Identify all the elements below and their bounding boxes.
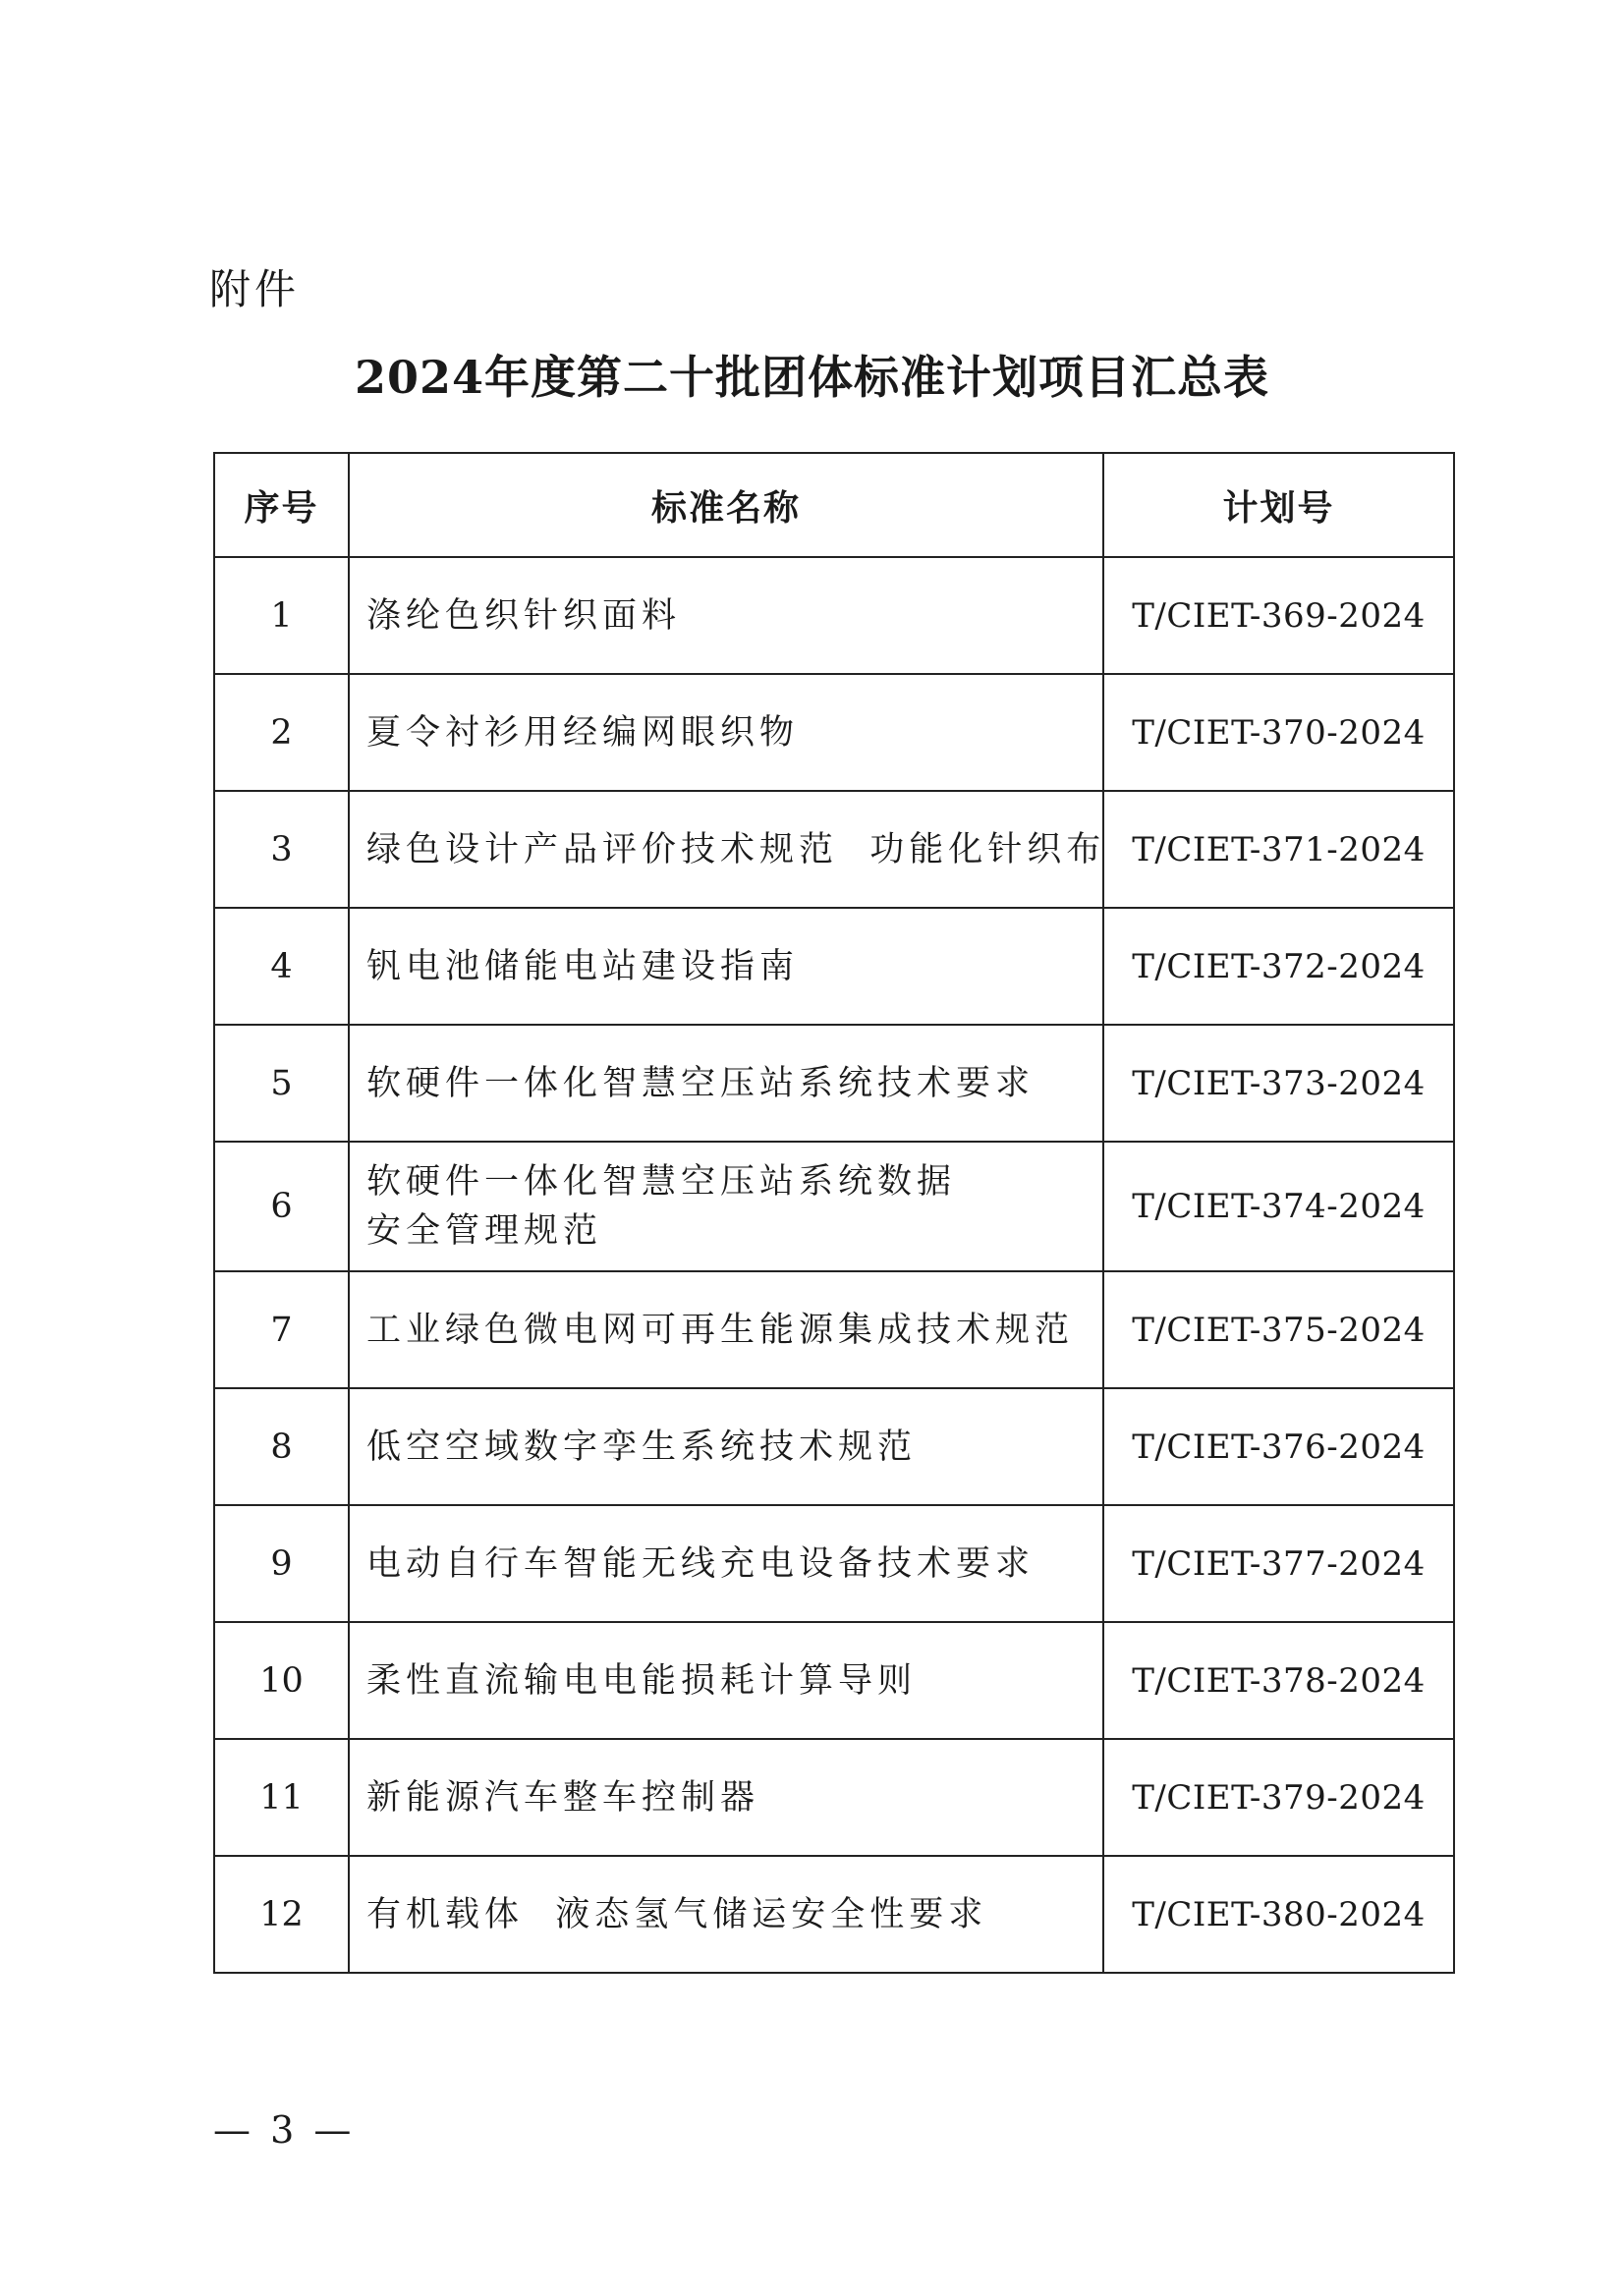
table-row <box>214 1739 1454 1856</box>
row-plan-number: T/CIET-370-2024 <box>1103 674 1454 791</box>
standard-name-line: 低空空域数字孪生系统技术规范 <box>366 1427 918 1467</box>
standard-name-line: 钒电池储能电站建设指南 <box>366 946 800 986</box>
row-standard-name <box>349 1388 1103 1505</box>
row-plan-number: T/CIET-376-2024 <box>1103 1388 1454 1505</box>
row-standard-name <box>349 791 1106 908</box>
row-plan-number: T/CIET-380-2024 <box>1103 1856 1454 1973</box>
header-plan-number: 计划号 <box>1103 453 1454 557</box>
row-standard-name <box>349 1025 1103 1142</box>
row-serial-number: 1 <box>214 557 349 674</box>
row-standard-name <box>349 674 1103 791</box>
standard-name-line: 柔性直流输电电能损耗计算导则 <box>366 1660 918 1701</box>
row-standard-name <box>349 1505 1103 1622</box>
standard-name-line: 安全管理规范 <box>366 1211 603 1251</box>
attachment-label: 附件 <box>209 265 301 313</box>
standard-name-line: 绿色设计产品评价技术规范 功能化针织布 <box>366 829 1106 869</box>
row-plan-number: T/CIET-372-2024 <box>1103 908 1454 1025</box>
row-plan-number: T/CIET-371-2024 <box>1103 791 1454 908</box>
row-plan-number: T/CIET-375-2024 <box>1103 1271 1454 1388</box>
row-serial-number: 3 <box>214 791 349 908</box>
row-plan-number: T/CIET-369-2024 <box>1103 557 1454 674</box>
row-plan-number: T/CIET-378-2024 <box>1103 1622 1454 1739</box>
row-serial-number: 12 <box>214 1856 349 1973</box>
row-serial-number: 6 <box>214 1142 349 1271</box>
row-serial-number: 10 <box>214 1622 349 1739</box>
row-serial-number: 8 <box>214 1388 349 1505</box>
row-plan-number: T/CIET-379-2024 <box>1103 1739 1454 1856</box>
table-row <box>214 557 1454 674</box>
document-title: 2024年度第二十批团体标准计划项目汇总表 <box>354 351 1270 404</box>
standard-name-line: 电动自行车智能无线充电设备技术要求 <box>366 1543 1036 1584</box>
standard-name-line: 涤纶色织针织面料 <box>366 595 682 636</box>
standard-name-line: 新能源汽车整车控制器 <box>366 1777 760 1818</box>
table-row <box>214 1271 1454 1388</box>
standard-name-line: 软硬件一体化智慧空压站系统技术要求 <box>366 1063 1036 1103</box>
row-serial-number: 4 <box>214 908 349 1025</box>
table-row <box>214 1622 1454 1739</box>
header-standard-name: 标准名称 <box>349 453 1103 557</box>
standard-name-line: 工业绿色微电网可再生能源集成技术规范 <box>366 1310 1075 1350</box>
row-standard-name <box>349 908 1103 1025</box>
standards-plan-table <box>213 452 1455 1974</box>
table-body <box>214 557 1454 1973</box>
row-serial-number: 2 <box>214 674 349 791</box>
standard-name-line: 夏令衬衫用经编网眼织物 <box>366 712 800 753</box>
table-row <box>214 1025 1454 1142</box>
row-plan-number: T/CIET-373-2024 <box>1103 1025 1454 1142</box>
row-standard-name <box>349 557 1103 674</box>
table-row <box>214 1856 1454 1973</box>
standard-name-line: 有机载体 液态氢气储运安全性要求 <box>366 1894 988 1934</box>
page-number: — 3 — <box>213 2108 356 2152</box>
row-standard-name <box>349 1856 1103 1973</box>
row-serial-number: 7 <box>214 1271 349 1388</box>
row-standard-name <box>349 1271 1103 1388</box>
table-row <box>214 1505 1454 1622</box>
row-serial-number: 5 <box>214 1025 349 1142</box>
table-row <box>214 674 1454 791</box>
header-serial-number: 序号 <box>214 453 349 557</box>
row-standard-name <box>349 1622 1103 1739</box>
row-plan-number: T/CIET-377-2024 <box>1103 1505 1454 1622</box>
row-standard-name <box>349 1739 1103 1856</box>
standard-name-line: 软硬件一体化智慧空压站系统数据 <box>366 1162 957 1202</box>
row-serial-number: 9 <box>214 1505 349 1622</box>
table-header-row <box>214 453 1454 557</box>
table-row <box>214 1142 1454 1271</box>
row-standard-name <box>349 1142 1103 1271</box>
table-row <box>214 791 1454 908</box>
table-row <box>214 908 1454 1025</box>
table-row <box>214 1388 1454 1505</box>
row-plan-number: T/CIET-374-2024 <box>1103 1142 1454 1271</box>
row-serial-number: 11 <box>214 1739 349 1856</box>
